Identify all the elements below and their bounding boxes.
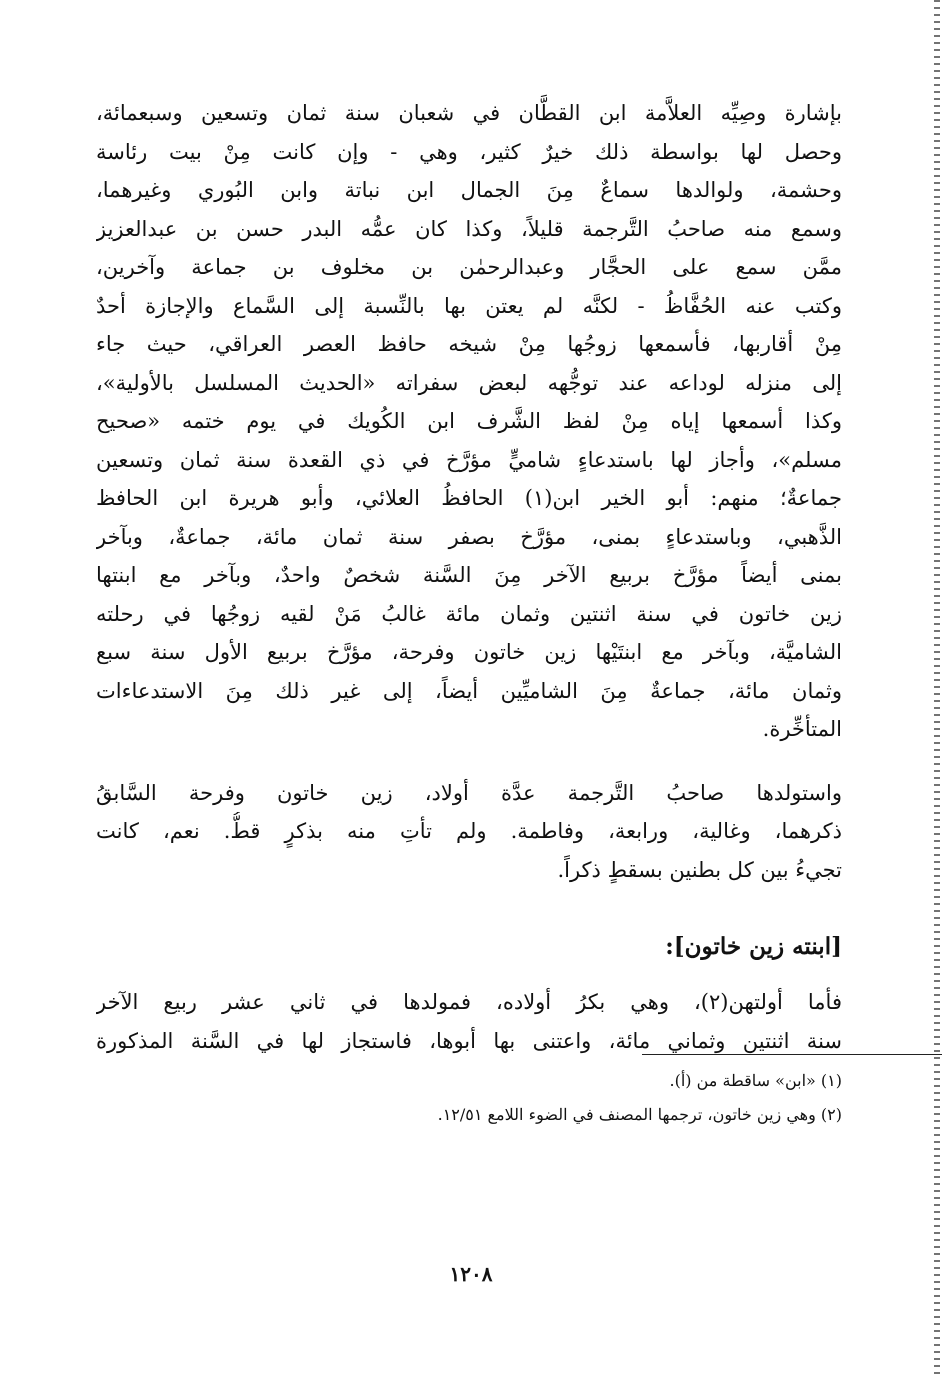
text-line: مسلم»، وأجاز لها باستدعاءٍ شاميٍّ مؤرَّخ في ذي القعدة سنة ثمان وتسعين	[96, 447, 842, 472]
paragraph-1	[96, 94, 842, 749]
footnote-1: (١) «ابن» ساقطة من (أ).	[669, 1071, 842, 1090]
text-line: وكذا أسمعها إياه مِنْ لفظ الشَّرف ابن الكُويك في يوم ختمه «صحيح	[96, 409, 842, 433]
page-number: ١٢٠٨	[449, 1262, 493, 1286]
text-line: جماعةٌ؛ منهم: أبو الخير ابن(١) الحافظُ العلائي، وأبو هريرة ابن الحافظ	[96, 486, 842, 510]
text-line: إلى منزله لوداعه عند توجُّهه لبعض سفراته «الحديث المسلسل بالأولية»،	[96, 370, 842, 395]
main-text	[96, 94, 842, 1060]
text-line: ذكرهما، وغالية، ورابعة، وفاطمة. ولم تأتِ منه بذكرٍ قطُّ. نعم، كانت	[96, 819, 842, 843]
text-line: بمنى أيضاً مؤرَّخ بربيع الآخر مِنَ السَّنة شخصٌ واحدٌ، وبآخر مع ابنتها	[96, 563, 842, 587]
text-line: زين خاتون في سنة اثنتين وثمان مائة غالبُ مَنْ لقيه زوجُها في رحلته	[96, 601, 842, 626]
text-line: المتأخِّرة.	[762, 717, 842, 741]
text-line: وسمع منه صاحبُ التَّرجمة قليلاً، وكذا كان عمُّه البدر حسن بن عبدالعزيز	[96, 216, 842, 241]
text-line: تجيءُ بين كل بطنين بسقطٍ ذكراً.	[557, 857, 842, 882]
footnote-divider	[642, 1054, 942, 1055]
text-line: بإشارة وصِيِّه العلاَّمة ابن القطَّان في شعبان سنة ثمان وتسعين وسبعمائة،	[96, 101, 842, 125]
text-line: الشاميَّة، وبآخر مع ابنتَيْها زين خاتون وفرحة، مؤرَّخ بربيع الأول سنة سبع	[96, 640, 842, 664]
text-line: الذَّهبي، وباستدعاءٍ بمنى، مؤرَّخ بصفر سنة ثمان مائة، جماعةٌ، وبآخر	[96, 524, 842, 549]
scan-edge-marks	[934, 0, 940, 1375]
text-line: وحصل لها بواسطة ذلك خيرٌ كثير، وهي - وإن كانت مِنْ بيت رئاسة	[96, 139, 842, 164]
footnote-2: (٢) وهي زين خاتون، ترجمها المصنف في الضوء اللامع ١٢/٥١.	[437, 1105, 842, 1124]
text-line: فأما أولتهن(٢)، وهي بكرُ أولاده، فمولدها في ثاني عشر ربيع الآخر	[96, 990, 842, 1014]
text-line: واستولدها صاحبُ التَّرجمة عدَّة أولاد، زين خاتون وفرحة السَّابقُ	[96, 780, 842, 805]
footnotes	[96, 1064, 842, 1132]
text-line: مِنْ أقاربها، فأسمعها زوجُها مِنْ شيخه حافظ العصر العراقي، حيث جاء	[96, 332, 842, 356]
text-line: وكتب عنه الحُفَّاظُ - لكنَّه لم يعتن بها بالنِّسبة إلى السَّماع والإجازة أحدٌ	[96, 293, 842, 318]
text-line: وحشمة، ولوالدها سماعٌ مِنَ الجمال ابن نباتة وابن البُوري وغيرهما،	[96, 178, 842, 202]
text-line: ممَّن سمع على الحجَّار وعبدالرحمٰن بن مخلوف بن جماعة وآخرين،	[96, 255, 842, 279]
section-heading: [ابنته زين خاتون]:	[665, 933, 842, 960]
paragraph-3	[96, 983, 842, 1060]
text-line: وثمان مائة، جماعةٌ مِنَ الشاميِّين أيضاً، إلى غير ذلك مِنَ الاستدعاءات	[96, 678, 842, 703]
text-line: سنة اثنتين وثماني مائة، واعتنى بها أبوها، فاستجاز لها في السَّنة المذكورة	[96, 1028, 842, 1053]
paragraph-2	[96, 774, 842, 890]
